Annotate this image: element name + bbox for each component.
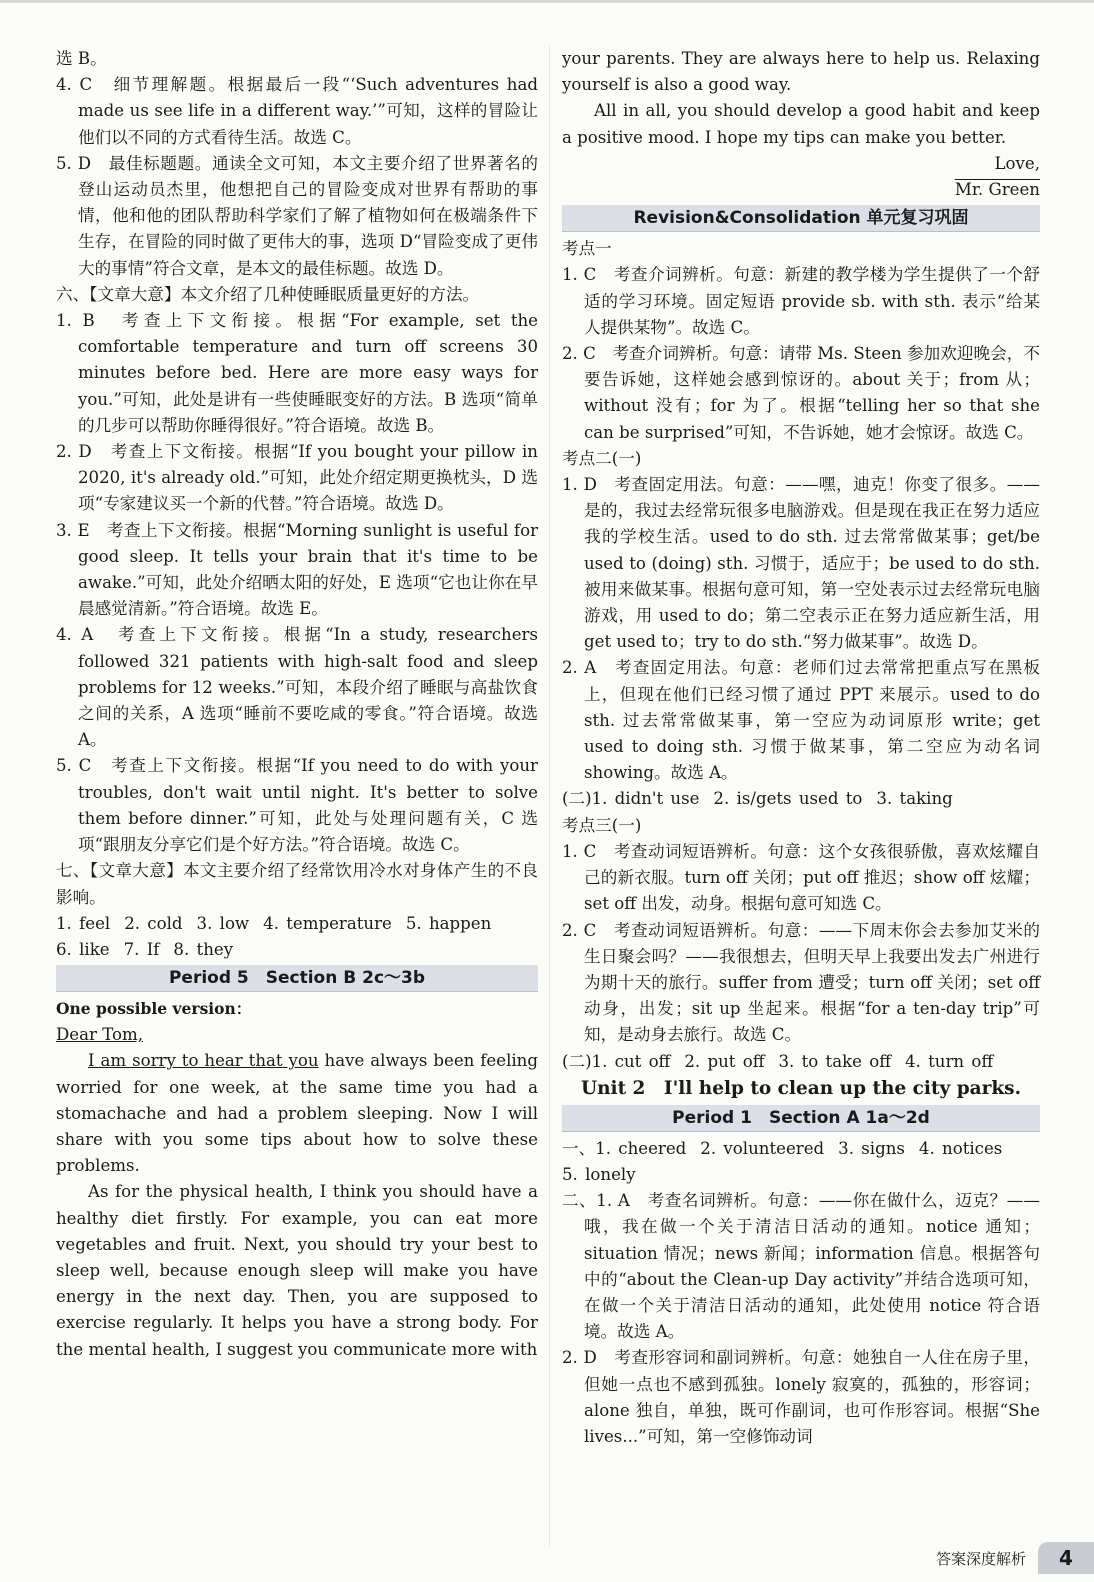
letter-paragraph: All in all, you should develop a good habit and keep a positive mood. I hope my tips can make you better. [562,101,1040,147]
answer-word: (二)1. didn't use [562,789,700,809]
answer-item: 2. A 考查固定用法。句意：老师们过去常常把重点写在黑板上，但现在他们已经习惯了通过 PPT 来展示。used to do sth. 过去常常做某事，第一空应为动词原形 write；get used to doing sth. 习惯于做某事，第二空应为动名词 showing。故选 A。 [562,658,1040,783]
letter-paragraph [56,1048,538,1179]
answer-item: 1. C 考查介词辨析。句意：新建的教学楼为学生提供了一个舒适的学习环境。固定短语 provide sb. with sth. 表示“给某人提供某物”。故选 C。 [562,265,1040,337]
answer-item: 2. C 考查介词辨析。句意：请带 Ms. Steen 参加欢迎晚会，不要告诉她，这样她会感到惊讶的。about 关于；from 从；without 没有；for 为了。根据“telling her so that she can be surprised”可知，不告诉她，她才会惊讶。故选 C。 [562,344,1040,442]
right-column [562,46,1040,1450]
answer-word: 6. like [56,939,110,959]
underlined-phrase: I am sorry to hear that you [88,1051,319,1071]
text-line: 七、【文章大意】本文主要介绍了经常饮用冷水对身体产生的不良影响。 [56,861,538,907]
answer-item: 3. E 考查上下文衔接。根据“Morning sunlight is useful for good sleep. It tells your brain that it's time to be awake.”可知，此处介绍晒太阳的好处，E 选项“它也让你在早晨感觉清新。”符合语境。故选 E。 [56,520,538,619]
answer-word-list [562,786,1040,812]
answer-word-list [562,1136,1040,1162]
answer-item: 二、1. A 考查名词辨析。句意：——你在做什么，迈克？——哦，我在做一个关于清洁日活动的通知。notice 通知；situation 情况；news 新闻；information 信息。根据答句中的“about the Clean-up Day activity”并结合选项可知，在做一个关于清洁日活动的通知，此处使用 notice 符合语境。故选 A。 [562,1191,1040,1342]
answer-word-list [56,937,538,963]
left-column [56,46,538,1363]
section-label [56,1022,538,1048]
answer-word: 1. feel [56,913,111,933]
text-line: 选 B。 [56,49,107,68]
letter-closing: Love, [994,153,1040,173]
answer-word: 3. to take off [778,1051,892,1071]
answer-item: 1. C 考查动词短语辨析。句意：这个女孩很骄傲，喜欢炫耀自己的新衣服。turn off 关闭；put off 推迟；show off 炫耀；set off 出发，动身。根据句意可知选 C。 [562,841,1040,914]
answer-word: 8. they [173,939,234,959]
unit-title: Unit 2 I'll help to clean up the city parks. [580,1077,1022,1099]
section-label: 考点一 [562,239,612,259]
answer-item: 2. D 考查形容词和副词辨析。句意：她独自一人住在房子里，但她一点也不感到孤独。lonely 寂寞的，孤独的，形容词；alone 独自，单独，既可作副词，也可作形容词。根据“She lives...”可知，第一空修饰动词 [562,1348,1040,1446]
salutation-text: Dear Tom, [56,1025,144,1045]
page-number: 4 [1038,1542,1094,1574]
answer-word: 2. volunteered [700,1138,825,1158]
column-divider [549,46,550,1546]
answer-word: 4. temperature [263,913,392,933]
answer-word-list [56,911,538,937]
section-header-bar: Period 1 Section A 1a～2d [562,1105,1040,1132]
signature-text: Mr. Green [954,180,1040,200]
answer-word: 4. notices [918,1138,1003,1158]
letter-paragraph: your parents. They are always here to help us. Relaxing yourself is also a good way. [562,49,1040,95]
answer-word: 2. is/gets used to [713,789,863,809]
text-line: 六、【文章大意】本文介绍了几种使睡眠质量更好的方法。 [56,284,480,304]
answer-item: 2. C 考查动词短语辨析。句意：——下周末你会去参加艾米的生日聚会吗？——我很想去，但明天早上我要出发去广州进行为期十天的旅行。suffer from 遭受；turn off 关闭；set off 动身，出发；sit up 坐起来。根据“for a ten-day trip”可知，是动身去旅行。故选 C。 [562,920,1040,1045]
letter-paragraph: As for the physical health, I think you should have a healthy diet firstly. For example, you can eat more vegetables and fruit. Next, you should try your best to sleep well, because enough sleep will make you have energy in the next day. Then, you are supposed to exercise regularly. It helps you have a strong body. For the mental health, I suggest you communicate more with [56,1182,538,1359]
section-header-bar: Period 5 Section B 2c～3b [56,965,538,992]
page-footer [884,1542,1094,1574]
section-header-bar: Revision&Consolidation 单元复习巩固 [562,205,1040,232]
answer-word: (二)1. cut off [562,1051,671,1071]
section-label: 考点二(一) [562,448,642,468]
paragraph-text: have always been feeling worried for one week, at the same time you had a stomachache and had a problem sleeping. Now I will share with you some tips about how to solve these problems. [56,1051,538,1176]
answer-word: 一、1. cheered [562,1138,687,1158]
footer-label: 答案深度解析 [935,1549,1026,1568]
answer-word: 4. turn off [905,1051,994,1071]
answer-item: 2. D 考查上下文衔接。根据“If you bought your pillow in 2020, it's already old.”可知，此处介绍定期更换枕头，D 选项“专家建议买一个新的代替。”符合语境。故选 D。 [56,442,538,514]
section-label: 考点三(一) [562,815,642,835]
answer-word: 2. cold [124,913,183,933]
answer-item: 5. C 考查上下文衔接。根据“If you need to do with your troubles, don't wait until night. It's better to solve them before dinner.”可知，此处与处理问题有关，C 选项“跟朋友分享它们是个好方法。”符合语境。故选 C。 [56,756,538,855]
top-rule [0,0,1094,3]
answer-item: 4. A 考查上下文衔接。根据“In a study, researchers followed 321 patients with high-salt food and sleep problems for 12 weeks.”可知，本段介绍了睡眠与高盐饮食之间的关系，A 选项“睡前不要吃咸的零食。”符合语境。故选 A。 [56,625,538,750]
version-label: One possible version： [56,999,252,1019]
answer-item: 4. C 细节理解题。根据最后一段“‘Such adventures had made us see life in a different way.’”可知，这样的冒险让他们以不同的方式看待生活。故选 C。 [56,75,538,147]
answer-word: 5. happen [405,913,492,933]
answer-word: 3. signs [838,1138,905,1158]
letter-signature [562,177,1040,203]
answer-word: 2. put off [684,1051,765,1071]
answer-word-list [562,1162,1040,1188]
answer-word: 3. taking [876,789,953,809]
answer-word-list [562,1049,1040,1075]
answer-item: 1. D 考查固定用法。句意：——嘿，迪克！你变了很多。——是的，我过去经常玩很多电脑游戏。但是现在我正在努力适应我的学校生活。used to do sth. 过去常常做某事；get/be used to (doing) sth. 习惯于，适应于；be used to do sth. 被用来做某事。根据句意可知，第一空处表示过去经常玩电脑游戏，用 used to do；第二空表示正在努力适应新生活，用 get used to；try to do sth.“努力做某事”。故选 D。 [562,475,1040,652]
answer-word: 5. lonely [562,1164,636,1184]
answer-item: 1. B 考查上下文衔接。根据“For example, set the comfortable temperature and turn off screens 30 minutes before bed. Here are more easy ways for you.”可知，此处是讲有一些使睡眠变好的方法。B 选项“简单的几步可以帮助你睡得很好。”符合语境。故选 B。 [56,311,538,435]
answer-word: 7. If [123,939,160,959]
answer-item: 5. D 最佳标题题。通读全文可知，本文主要介绍了世界著名的登山运动员杰里，他想把自己的冒险变成对世界有帮助的事情，他和他的团队帮助科学家们了解了植物如何在极端条件下生存，在冒险的同时做了更伟大的事，选项 D“冒险变成了更伟大的事情”符合文章，是本文的最佳标题。故选 D。 [56,153,538,278]
answer-word: 3. low [196,913,250,933]
